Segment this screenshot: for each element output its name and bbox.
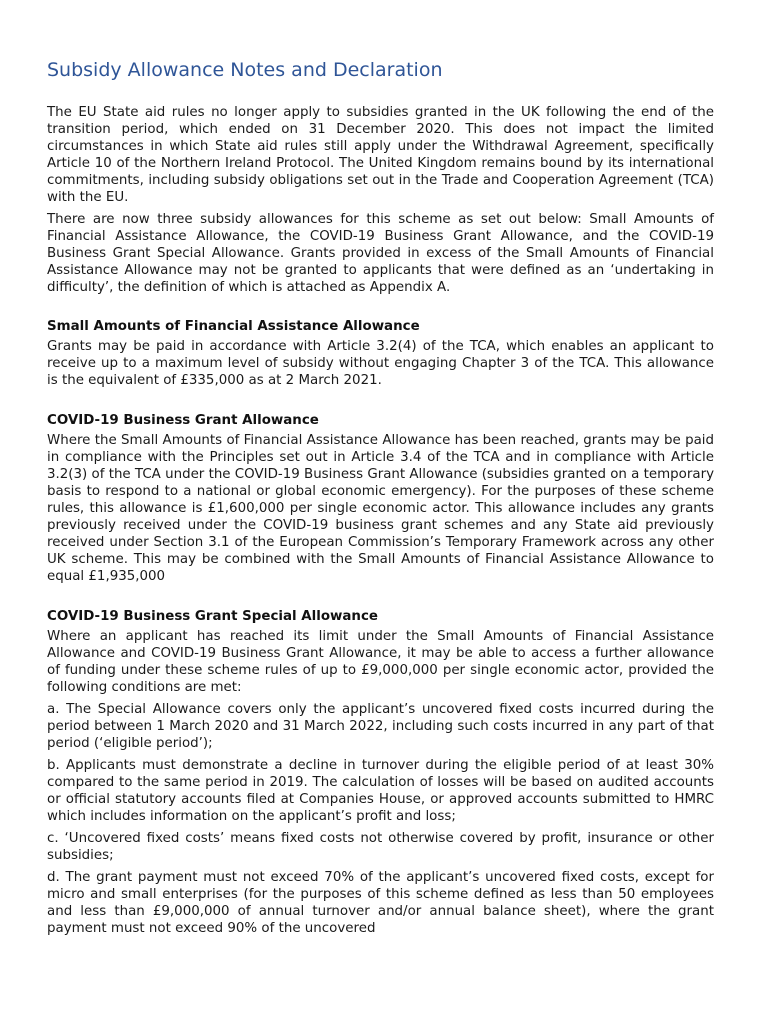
section-paragraph: Grants may be paid in accordance with Article 3.2(4) of the TCA, which enables an applicant to receive up to a maximum level of subsidy without engaging Chapter 3 of the TCA. This allowance is the equivalent of £335,000 as at 2 March 2021.	[47, 339, 714, 388]
section-heading-small-amounts: Small Amounts of Financial Assistance Allowance	[47, 319, 420, 334]
condition-item-d: d. The grant payment must not exceed 70% of the applicant’s uncovered fixed costs, except for micro and small enterprises (for the purposes of this scheme defined as less than 50 employees and less than £9,000,000 of annual turnover and/or annual balance sheet), where the grant payment must not exceed 90% of the uncovered	[47, 870, 714, 936]
section-paragraph: Where the Small Amounts of Financial Assistance Allowance has been reached, grants may be paid in compliance with the Principles set out in Article 3.4 of the TCA and in compliance with Article 3.2(3) of the TCA under the COVID-19 Business Grant Allowance (subsidies granted on a temporary basis to respond to a national or global economic emergency). For the purposes of these scheme rules, this allowance is £1,600,000 per single economic actor. This allowance includes any grants previously received under the COVID-19 business grant schemes and any State aid previously received under Section 3.1 of the European Commission’s Temporary Framework across any other UK scheme. This may be combined with the Small Amounts of Financial Assistance Allowance to equal £1,935,000	[47, 433, 714, 584]
intro-paragraph: The EU State aid rules no longer apply to subsidies granted in the UK following the end of the transition period, which ended on 31 December 2020. This does not impact the limited circumstances in which State aid rules still apply under the Withdrawal Agreement, specifically Article 10 of the Northern Ireland Protocol. The United Kingdom remains bound by its international commitments, including subsidy obligations set out in the Trade and Cooperation Agreement (TCA) with the EU.	[47, 105, 714, 205]
condition-item-a: a. The Special Allowance covers only the applicant’s uncovered fixed costs incurred during the period between 1 March 2020 and 31 March 2022, including such costs incurred in any part of that period (‘eligible period’);	[47, 702, 714, 751]
condition-item-b: b. Applicants must demonstrate a decline in turnover during the eligible period of at least 30% compared to the same period in 2019. The calculation of losses will be based on audited accounts or official statutory accounts filed at Companies House, or approved accounts submitted to HMRC which includes information on the applicant’s profit and loss;	[47, 758, 714, 824]
section-paragraph: Where an applicant has reached its limit under the Small Amounts of Financial Assistance Allowance and COVID-19 Business Grant Allowance, it may be able to access a further allowance of funding under these scheme rules of up to £9,000,000 per single economic actor, provided the following conditions are met:	[47, 629, 714, 695]
intro-paragraph: There are now three subsidy allowances for this scheme as set out below: Small Amounts of Financial Assistance Allowance, the COVID-19 Business Grant Allowance, and the COVID-19 Business Grant Special Allowance. Grants provided in excess of the Small Amounts of Financial Assistance Allowance may not be granted to applicants that were defined as an ‘undertaking in difficulty’, the definition of which is attached as Appendix A.	[47, 212, 714, 295]
page-title: Subsidy Allowance Notes and Declaration	[47, 59, 443, 81]
section-heading-covid-allowance: COVID-19 Business Grant Allowance	[47, 413, 319, 428]
section-heading-covid-special-allowance: COVID-19 Business Grant Special Allowance	[47, 609, 378, 624]
condition-item-c: c. ‘Uncovered fixed costs’ means fixed costs not otherwise covered by profit, insurance or other subsidies;	[47, 831, 714, 863]
